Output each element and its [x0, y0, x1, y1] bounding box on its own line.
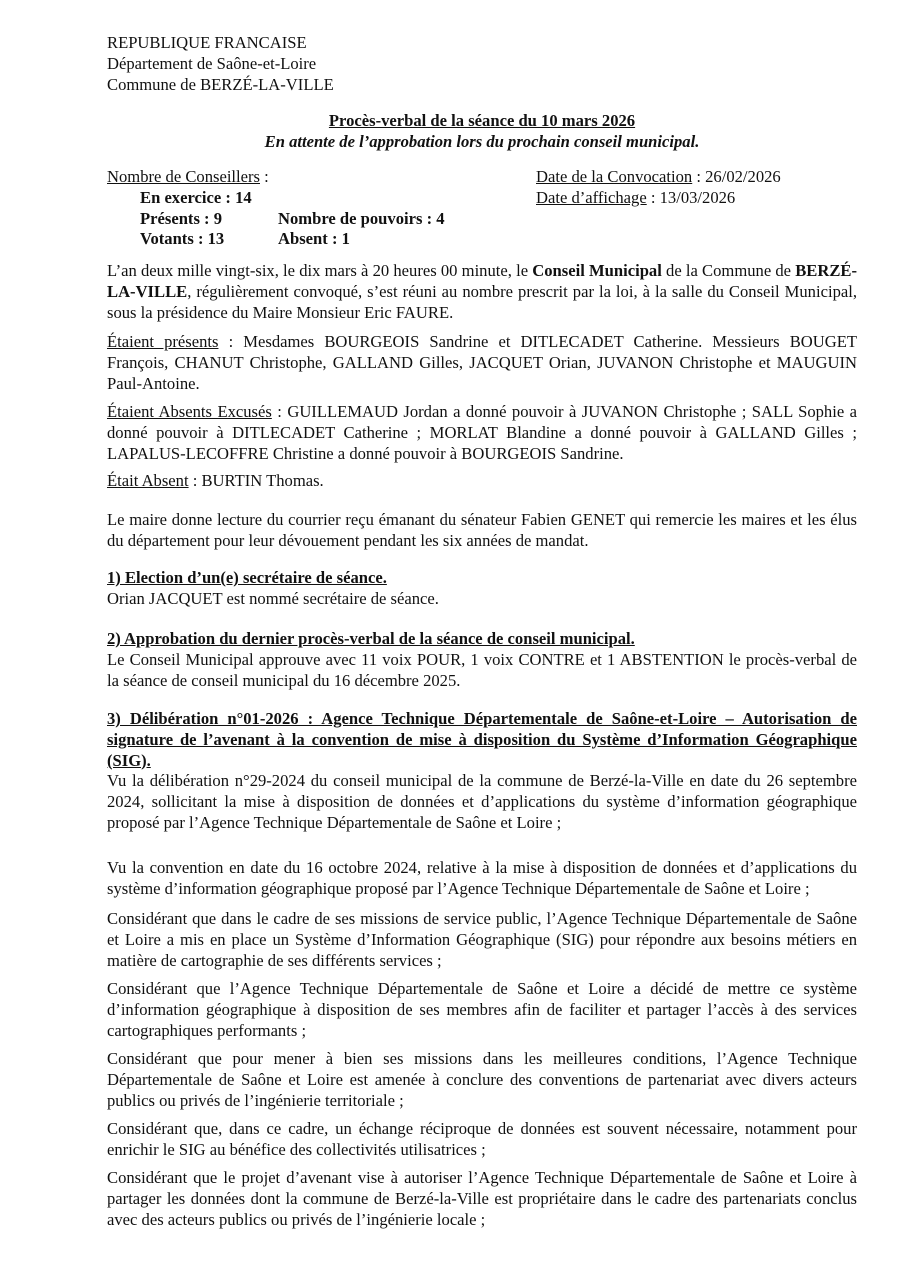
count-absent: Absent : 1	[278, 229, 350, 249]
count-votants: Votants : 13	[140, 229, 225, 249]
section-3-para: Considérant que pour mener à bien ses missions dans les meilleures conditions, l’Agence Technique Départementale de Saône et Loire est amenée à conclure des conventions de partenariat avec divers acteurs publics ou privés de l’ingénierie territoriale ;	[107, 1049, 857, 1110]
section-2-title: 2) Approbation du dernier procès-verbal de la séance de conseil municipal.	[107, 629, 635, 648]
section-3-para: Considérant que l’Agence Technique Départementale de Saône et Loire a décidé de mettre ce système d’information géographique à disposition de ses membres afin de faciliter et partager l’accès à des services cartographiques performants ;	[107, 979, 857, 1040]
affichage-label: Date d’affichage	[536, 187, 647, 207]
affichage-date: : 13/03/2026	[646, 187, 736, 207]
section-3-title: 3) Délibération n°01-2026 : Agence Technique Départementale de Saône-et-Loire – Autorisation de signature de l’avenant à la convention de mise à disposition du Système d’Information Géographique (SIG).	[107, 709, 857, 770]
section-3-para: Vu la convention en date du 16 octobre 2024, relative à la mise à disposition de données et d’applications du système d’information géographique proposé par l’Agence Technique Départementale de Saône et Loire ;	[107, 858, 857, 898]
presents-paragraph: Étaient présents : Mesdames BOURGEOIS Sandrine et DITLECADET Catherine. Messieurs BOUGET François, CHANUT Christophe, GALLAND Gilles, JACQUET Orian, JUVANON Christophe et MAUGUIN Paul-Antoine.	[107, 332, 857, 393]
counts-label: Nombre de Conseillers	[107, 167, 260, 186]
excuses-paragraph: Étaient Absents Excusés : GUILLEMAUD Jordan a donné pouvoir à JUVANON Christophe ; SALL Sophie a donné pouvoir à DITLECADET Catherine ; MORLAT Blandine a donné pouvoir à GALLAND Gilles ; LAPALUS-LECOFFRE Christine a donné pouvoir à BOURGEOIS Sandrine.	[107, 402, 857, 463]
lecture-paragraph: Le maire donne lecture du courrier reçu émanant du sénateur Fabien GENET qui remercie les maires et les élus du département pour leur dévouement pendant les six années de mandat.	[107, 510, 857, 550]
header	[107, 33, 857, 95]
section-1-text: Orian JACQUET est nommé secrétaire de séance.	[107, 589, 439, 608]
section-3-para: Considérant que, dans ce cadre, un échange réciproque de données est souvent nécessaire, notamment pour enrichir le SIG au bénéfice des collectivités utilisatrices ;	[107, 1119, 857, 1159]
header-line: Département de Saône-et-Loire	[107, 53, 317, 73]
section-3-para: Considérant que le projet d’avenant vise à autoriser l’Agence Technique Départementale de Saône et Loire à partager les données dont la commune de Berzé-la-Ville est propriétaire dans le cadre des partenariats conclus avec des acteurs publics ou privés de l’ingénierie locale ;	[107, 1168, 857, 1229]
count-pouvoirs: Nombre de pouvoirs : 4	[278, 208, 445, 228]
page-subtitle: En attente de l’approbation lors du prochain conseil municipal.	[264, 132, 700, 151]
section-3-para: Vu la délibération n°29-2024 du conseil municipal de la commune de Berzé-la-Ville en date du 26 septembre 2024, sollicitant la mise à disposition de données et d’applications du système d’information géographique proposé par l’Agence Technique Départementale de Saône et Loire ;	[107, 771, 857, 832]
header-line: Commune de BERZÉ-LA-VILLE	[107, 74, 334, 94]
count-presents: Présents : 9	[140, 208, 223, 228]
counsellor-counts: Nombre de Conseillers : En exercice : 14 Présents : 9 Nombre de pouvoirs : 4 Votants : 13 Absent : 1	[107, 167, 507, 250]
count-exercice: En exercice : 14	[140, 187, 252, 207]
section-1-title: 1) Election d’un(e) secrétaire de séance.	[107, 568, 387, 587]
section-2-text: Le Conseil Municipal approuve avec 11 voix POUR, 1 voix CONTRE et 1 ABSTENTION le procès-verbal de la séance de conseil municipal du 16 décembre 2025.	[107, 650, 857, 690]
convocation-label: Date de la Convocation	[536, 167, 693, 186]
intro-paragraph: L’an deux mille vingt-six, le dix mars à 20 heures 00 minute, le Conseil Municipal de la Commune de BERZÉ-LA-VILLE, régulièrement convoqué, s’est réuni au nombre prescrit par la loi, à la salle du Conseil Municipal, sous la présidence du Maire Monsieur Eric FAURE.	[107, 261, 857, 322]
absent-paragraph: Était Absent : BURTIN Thomas.	[107, 471, 324, 490]
section-3-para: Considérant que dans le cadre de ses missions de service public, l’Agence Technique Départementale de Saône et Loire a mis en place un Système d’Information Géographique (SIG) pour répondre aux besoins métiers en matière de cartographie de ses différents services ;	[107, 909, 857, 970]
header-line: REPUBLIQUE FRANCAISE	[107, 33, 307, 52]
convocation-date: : 26/02/2026	[692, 167, 781, 186]
dates	[536, 167, 856, 209]
page-title: Procès-verbal de la séance du 10 mars 2026	[328, 111, 636, 130]
